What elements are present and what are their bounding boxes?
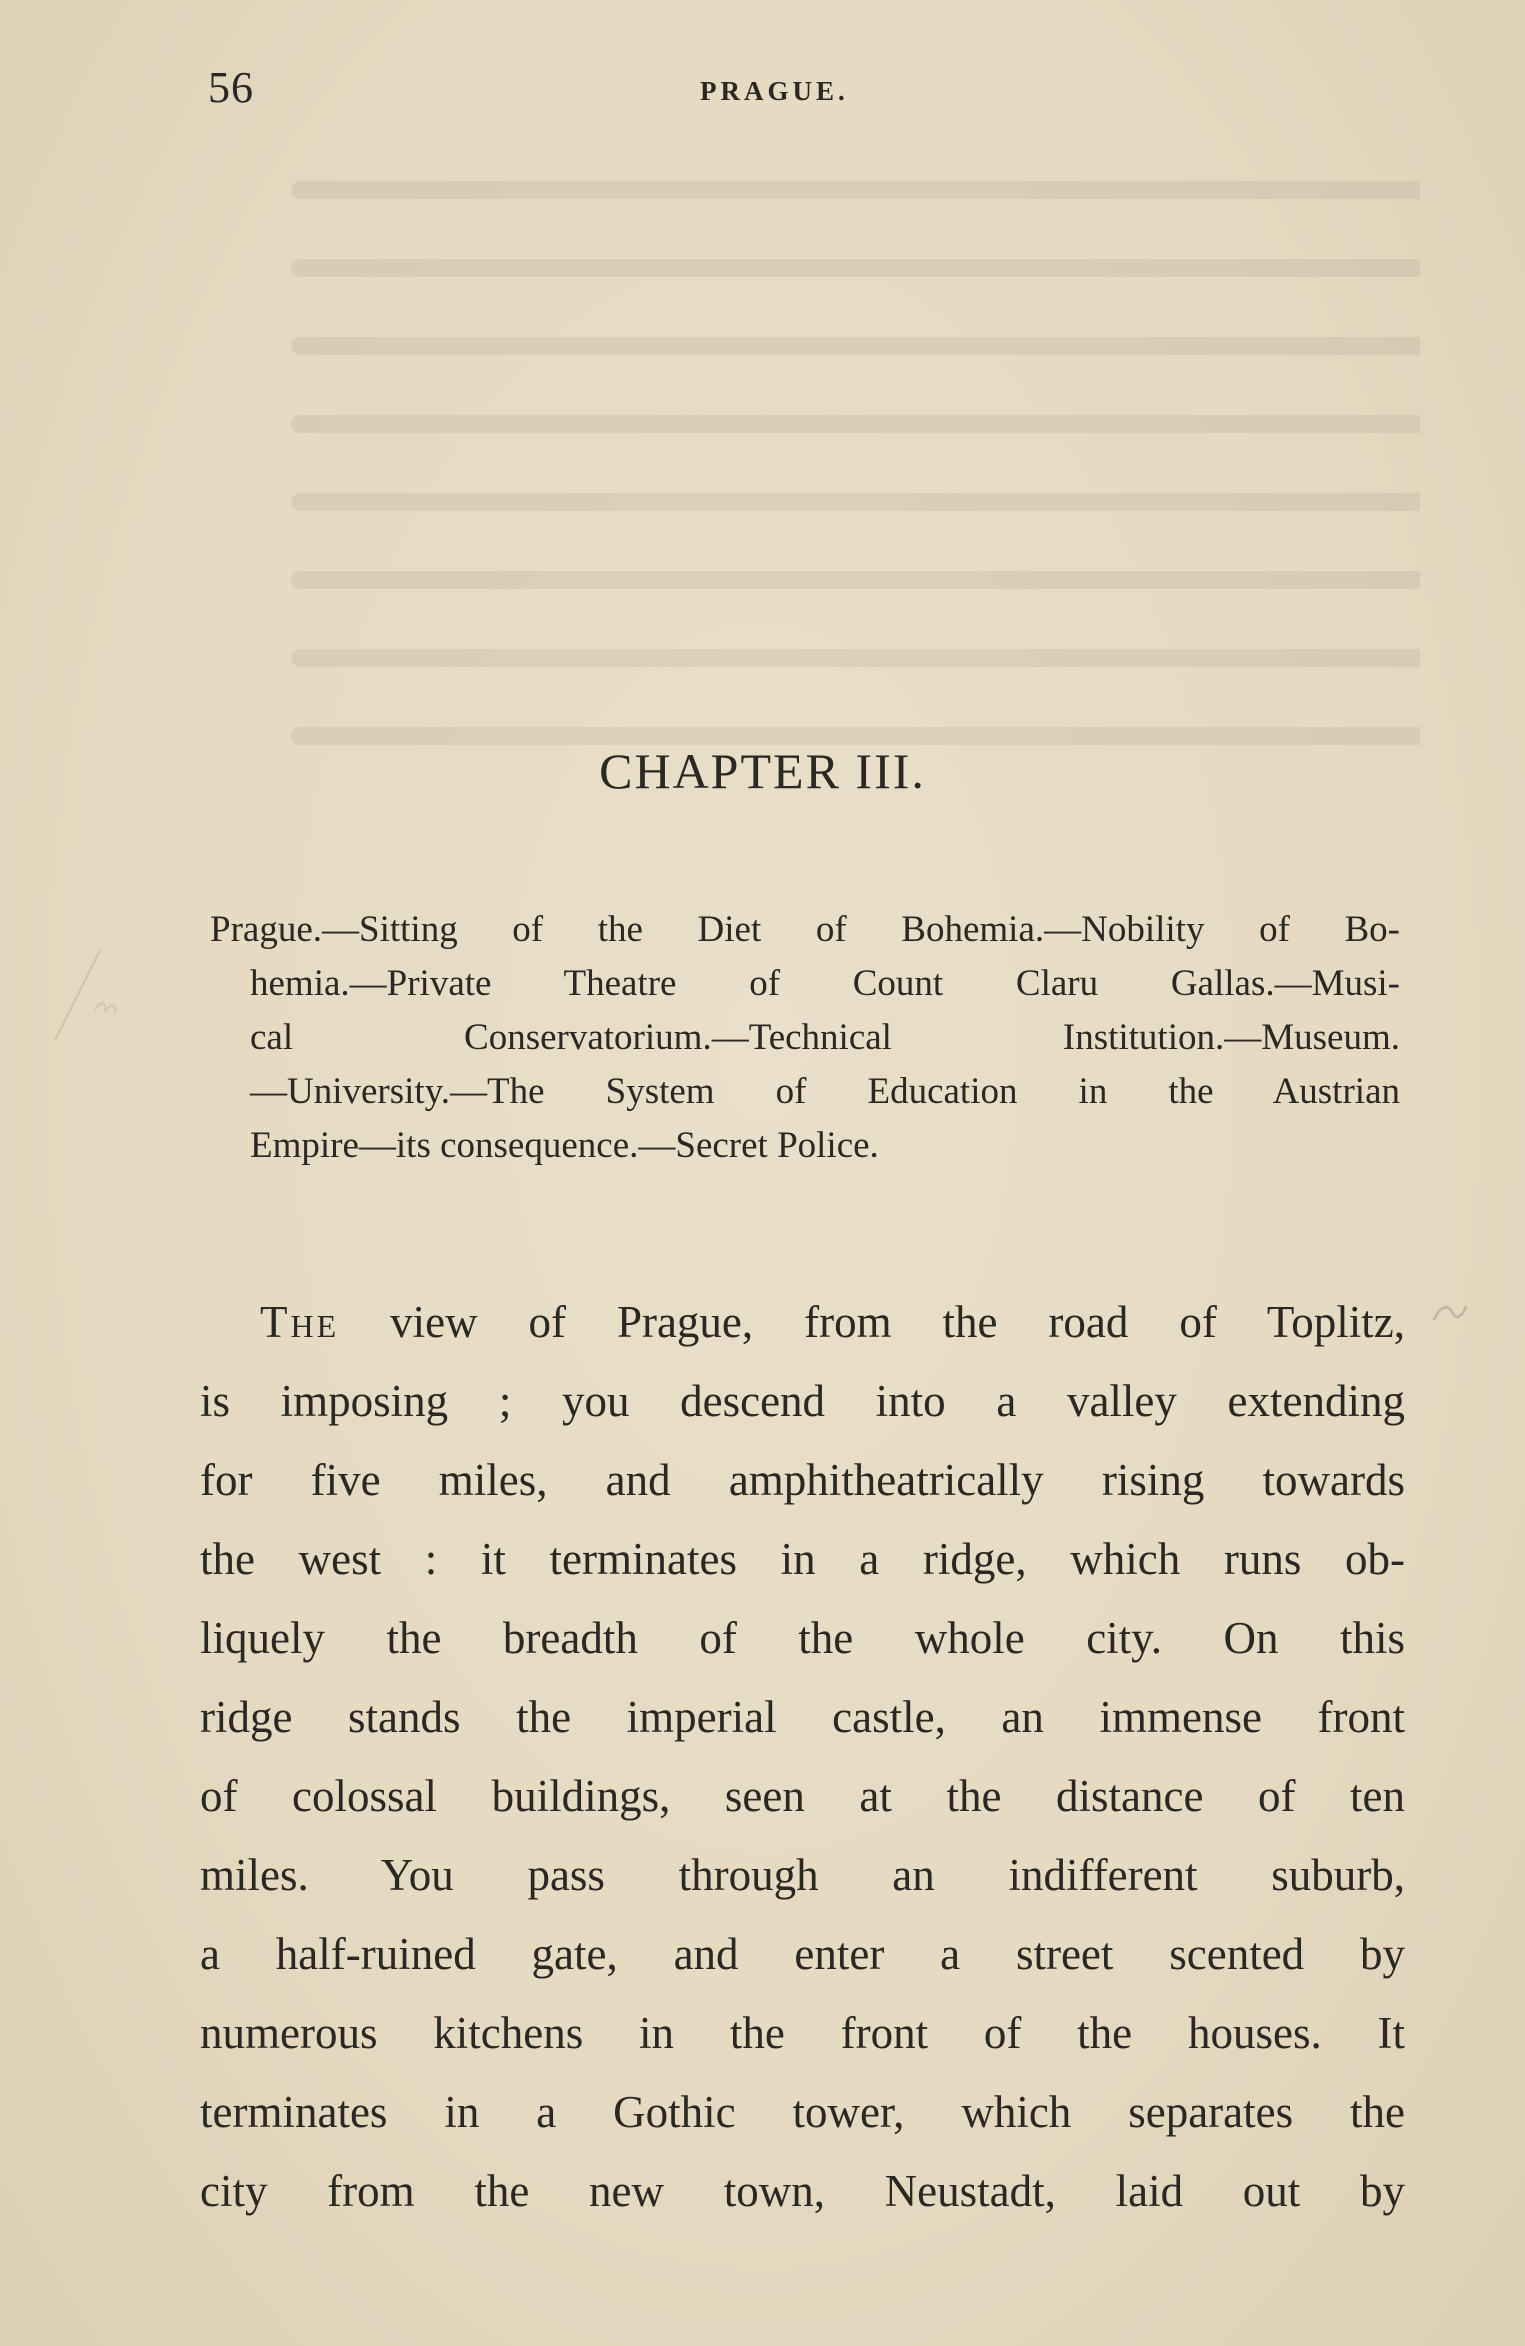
chapter-title: CHAPTER III. xyxy=(599,743,926,799)
synopsis-line: hemia.—Private Theatre of Count Claru Gallas.—Musi- xyxy=(250,963,1400,1004)
synopsis-line: Prague.—Sitting of the Diet of Bohemia.—Nobility of Bo- xyxy=(210,909,1400,950)
body-line: the west : it terminates in a ridge, which runs ob- xyxy=(200,1534,1405,1584)
body-line: terminates in a Gothic tower, which separates the xyxy=(200,2087,1405,2137)
synopsis-line: cal Conservatorium.—Technical Institution.—Museum. xyxy=(250,1017,1400,1058)
body-line-first xyxy=(200,1283,1405,1362)
lead-word: The xyxy=(260,1297,340,1347)
pencil-annotation-icon xyxy=(1430,1300,1470,1326)
first-line-text: view of Prague, from the road of Toplitz, xyxy=(390,1297,1406,1347)
body-line: miles. You pass through an indifferent suburb, xyxy=(200,1850,1405,1900)
body-line: ridge stands the imperial castle, an immense front xyxy=(200,1692,1405,1742)
body-line: a half-ruined gate, and enter a street scented by xyxy=(200,1929,1405,1979)
body-paragraph xyxy=(200,1283,1405,2231)
chapter-synopsis xyxy=(210,903,1400,1173)
synopsis-line: Empire—its consequence.—Secret Police. xyxy=(250,1125,879,1166)
running-head: PRAGUE. xyxy=(700,76,849,106)
synopsis-line: —University.—The System of Education in the Austrian xyxy=(250,1071,1400,1112)
body-line: is imposing ; you descend into a valley extending xyxy=(200,1376,1405,1426)
show-through-lines-icon xyxy=(240,150,1420,770)
body-line: city from the new town, Neustadt, laid out by xyxy=(200,2166,1405,2216)
body-line: for five miles, and amphitheatrically rising towards xyxy=(200,1455,1405,1505)
body-line: liquely the breadth of the whole city. On this xyxy=(200,1613,1405,1663)
body-line: numerous kitchens in the front of the houses. It xyxy=(200,2008,1405,2058)
margin-scribble-icon xyxy=(45,940,125,1050)
page-number: 56 xyxy=(208,63,254,112)
show-through-text xyxy=(240,150,1420,770)
body-line: of colossal buildings, seen at the distance of ten xyxy=(200,1771,1405,1821)
page-header xyxy=(0,62,1525,122)
